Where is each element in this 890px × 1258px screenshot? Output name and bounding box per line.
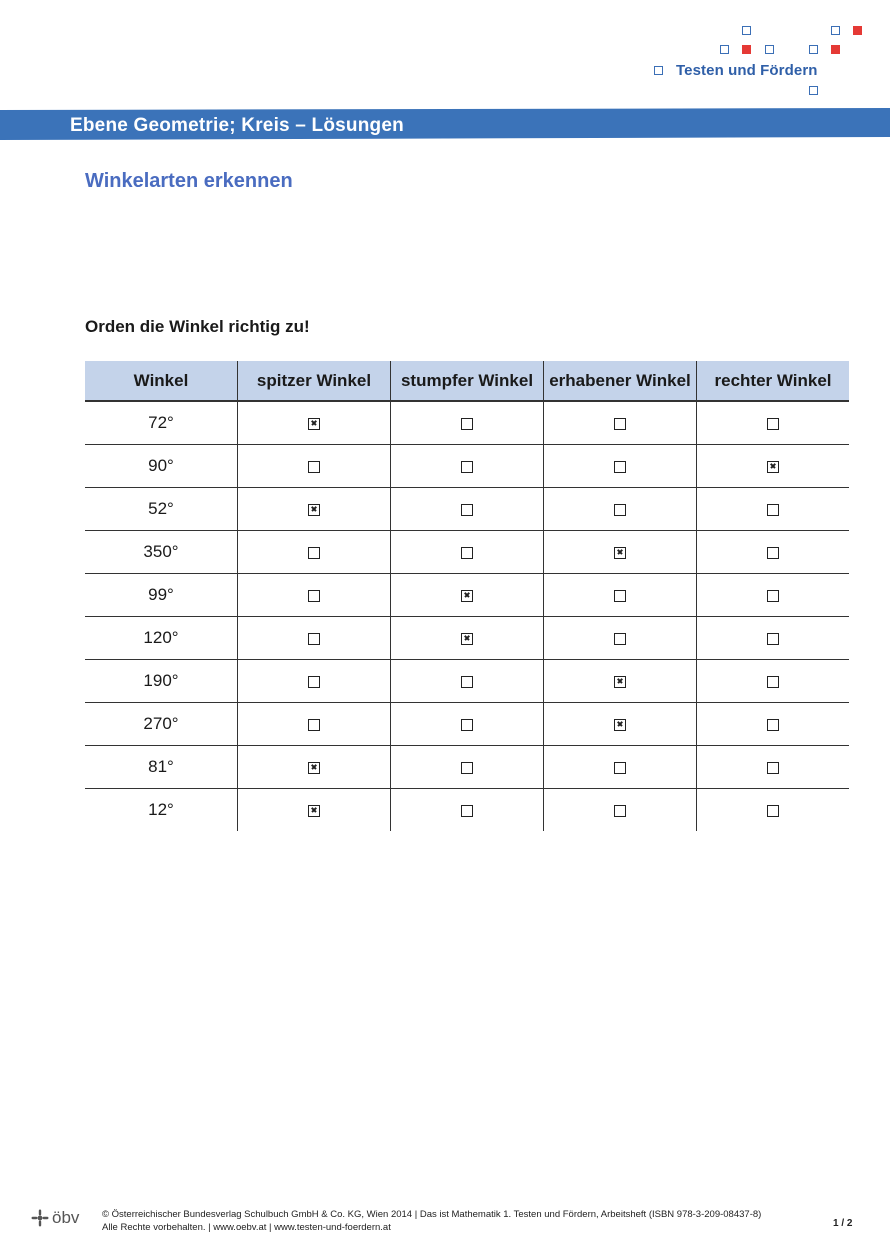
- checkbox-cell: [238, 488, 391, 531]
- oebv-logo-text: öbv: [52, 1208, 80, 1227]
- table-header-row: [85, 361, 849, 401]
- checkbox-cell: [391, 703, 544, 746]
- checkbox-checked[interactable]: [308, 805, 320, 817]
- checkbox-cell: [697, 660, 850, 703]
- checkbox-checked[interactable]: [308, 762, 320, 774]
- angle-cell: [85, 789, 238, 832]
- checkbox-cell: [697, 531, 850, 574]
- checkbox-unchecked[interactable]: [767, 633, 779, 645]
- checkbox-unchecked[interactable]: [461, 461, 473, 473]
- angle-cell: [85, 746, 238, 789]
- footer-line-1: © Österreichischer Bundesverlag Schulbuch GmbH & Co. KG, Wien 2014 | Das ist Mathematik 1. Testen und Fördern, Arbeitsheft (ISBN 978-3-209-08437-8): [102, 1209, 762, 1220]
- checkbox-cell: [238, 660, 391, 703]
- checkbox-unchecked[interactable]: [767, 547, 779, 559]
- checkbox-cell: [544, 746, 697, 789]
- column-header-winkel: Winkel: [85, 361, 238, 401]
- checkbox-checked[interactable]: [308, 504, 320, 516]
- checkbox-cell: [238, 746, 391, 789]
- task-instruction: Orden die Winkel richtig zu!: [85, 317, 310, 336]
- checkbox-cell: [697, 617, 850, 660]
- angle-value: 72°: [148, 413, 174, 432]
- checkbox-cell: [238, 445, 391, 488]
- checkbox-cell: [238, 574, 391, 617]
- angle-cell: [85, 574, 238, 617]
- angle-classification-table: [85, 361, 849, 831]
- angle-value: 120°: [143, 628, 179, 647]
- checkbox-unchecked[interactable]: [308, 719, 320, 731]
- logo-square-red-icon: [742, 45, 751, 54]
- checkbox-cell: [391, 574, 544, 617]
- checkbox-unchecked[interactable]: [614, 805, 626, 817]
- checkbox-unchecked[interactable]: [767, 504, 779, 516]
- checkbox-cell: [238, 617, 391, 660]
- angle-cell: [85, 488, 238, 531]
- table-row: [85, 746, 849, 789]
- page-number: 1 / 2: [833, 1218, 853, 1229]
- table-row: [85, 445, 849, 488]
- checkbox-cell: [544, 401, 697, 445]
- logo-square-icon: [654, 66, 663, 75]
- checkbox-cell: [238, 531, 391, 574]
- checkbox-checked[interactable]: [614, 676, 626, 688]
- checkbox-cell: [544, 574, 697, 617]
- checkbox-checked[interactable]: [614, 547, 626, 559]
- angle-value: 52°: [148, 499, 174, 518]
- oebv-star-icon: [30, 1208, 50, 1228]
- angle-value: 12°: [148, 800, 174, 819]
- table-row: [85, 617, 849, 660]
- angle-value: 81°: [148, 757, 174, 776]
- angle-value: 90°: [148, 456, 174, 475]
- checkbox-cell: [238, 703, 391, 746]
- logo-square-icon: [720, 45, 729, 54]
- checkbox-cell: [697, 746, 850, 789]
- checkbox-cell: [544, 660, 697, 703]
- checkbox-unchecked[interactable]: [767, 719, 779, 731]
- logo-square-icon: [831, 26, 840, 35]
- checkbox-unchecked[interactable]: [308, 547, 320, 559]
- checkbox-cell: [544, 617, 697, 660]
- logo-square-icon: [765, 45, 774, 54]
- logo-square-icon: [809, 45, 818, 54]
- table-row: [85, 789, 849, 832]
- checkbox-unchecked[interactable]: [308, 676, 320, 688]
- logo-square-icon: [809, 86, 818, 95]
- checkbox-unchecked[interactable]: [308, 590, 320, 602]
- column-header-erhabener-winkel: erhabener Winkel: [544, 361, 697, 401]
- logo-square-red-icon: [853, 26, 862, 35]
- checkbox-unchecked[interactable]: [614, 762, 626, 774]
- checkbox-unchecked[interactable]: [614, 590, 626, 602]
- table-row: [85, 574, 849, 617]
- table-row: [85, 531, 849, 574]
- page-title: Ebene Geometrie; Kreis – Lösungen: [70, 115, 404, 136]
- checkbox-checked[interactable]: [767, 461, 779, 473]
- angle-cell: [85, 617, 238, 660]
- checkbox-cell: [391, 617, 544, 660]
- checkbox-unchecked[interactable]: [461, 805, 473, 817]
- checkbox-cell: [697, 703, 850, 746]
- checkbox-unchecked[interactable]: [614, 418, 626, 430]
- checkbox-unchecked[interactable]: [461, 418, 473, 430]
- checkbox-cell: [391, 531, 544, 574]
- footer-line-2: Alle Rechte vorbehalten. | www.oebv.at | www.testen-und-foerdern.at: [102, 1222, 391, 1233]
- checkbox-unchecked[interactable]: [461, 547, 473, 559]
- checkbox-unchecked[interactable]: [767, 762, 779, 774]
- angle-cell: [85, 703, 238, 746]
- table-row: [85, 703, 849, 746]
- checkbox-cell: [544, 488, 697, 531]
- checkbox-cell: [391, 401, 544, 445]
- checkbox-unchecked[interactable]: [461, 676, 473, 688]
- checkbox-unchecked[interactable]: [461, 762, 473, 774]
- angle-cell: [85, 531, 238, 574]
- checkbox-cell: [697, 789, 850, 832]
- checkbox-cell: [544, 531, 697, 574]
- checkbox-cell: [391, 746, 544, 789]
- checkbox-cell: [391, 445, 544, 488]
- angle-value: 99°: [148, 585, 174, 604]
- angle-value: 270°: [143, 714, 179, 733]
- checkbox-checked[interactable]: [461, 590, 473, 602]
- angle-cell: [85, 445, 238, 488]
- section-title: Winkelarten erkennen: [85, 170, 293, 192]
- checkbox-checked[interactable]: [614, 719, 626, 731]
- column-header-stumpfer-winkel: stumpfer Winkel: [391, 361, 544, 401]
- checkbox-unchecked[interactable]: [614, 504, 626, 516]
- angle-cell: [85, 660, 238, 703]
- logo-text: Testen und Fördern: [676, 62, 818, 79]
- checkbox-unchecked[interactable]: [461, 504, 473, 516]
- checkbox-checked[interactable]: [461, 633, 473, 645]
- checkbox-cell: [391, 789, 544, 832]
- column-header-rechter-winkel: rechter Winkel: [697, 361, 850, 401]
- angle-cell: [85, 401, 238, 445]
- logo-square-red-icon: [831, 45, 840, 54]
- checkbox-unchecked[interactable]: [614, 633, 626, 645]
- checkbox-cell: [391, 488, 544, 531]
- checkbox-cell: [238, 401, 391, 445]
- checkbox-unchecked[interactable]: [461, 719, 473, 731]
- table-row: [85, 488, 849, 531]
- checkbox-cell: [391, 660, 544, 703]
- table-row: [85, 660, 849, 703]
- checkbox-unchecked[interactable]: [767, 590, 779, 602]
- checkbox-unchecked[interactable]: [767, 676, 779, 688]
- logo-square-icon: [742, 26, 751, 35]
- checkbox-cell: [544, 445, 697, 488]
- checkbox-cell: [697, 488, 850, 531]
- angle-value: 190°: [143, 671, 179, 690]
- angle-value: 350°: [143, 542, 179, 561]
- checkbox-cell: [238, 789, 391, 832]
- testen-und-foerdern-logo: [650, 24, 870, 100]
- checkbox-unchecked[interactable]: [767, 418, 779, 430]
- footer-copyright: [102, 1208, 761, 1234]
- checkbox-cell: [697, 445, 850, 488]
- checkbox-unchecked[interactable]: [308, 633, 320, 645]
- checkbox-unchecked[interactable]: [614, 461, 626, 473]
- checkbox-cell: [697, 401, 850, 445]
- checkbox-unchecked[interactable]: [308, 461, 320, 473]
- column-header-spitzer-winkel: spitzer Winkel: [238, 361, 391, 401]
- table-body: [85, 401, 849, 831]
- table-row: [85, 401, 849, 445]
- title-banner: [0, 108, 890, 142]
- checkbox-checked[interactable]: [308, 418, 320, 430]
- checkbox-cell: [697, 574, 850, 617]
- checkbox-cell: [544, 703, 697, 746]
- checkbox-unchecked[interactable]: [767, 805, 779, 817]
- checkbox-cell: [544, 789, 697, 832]
